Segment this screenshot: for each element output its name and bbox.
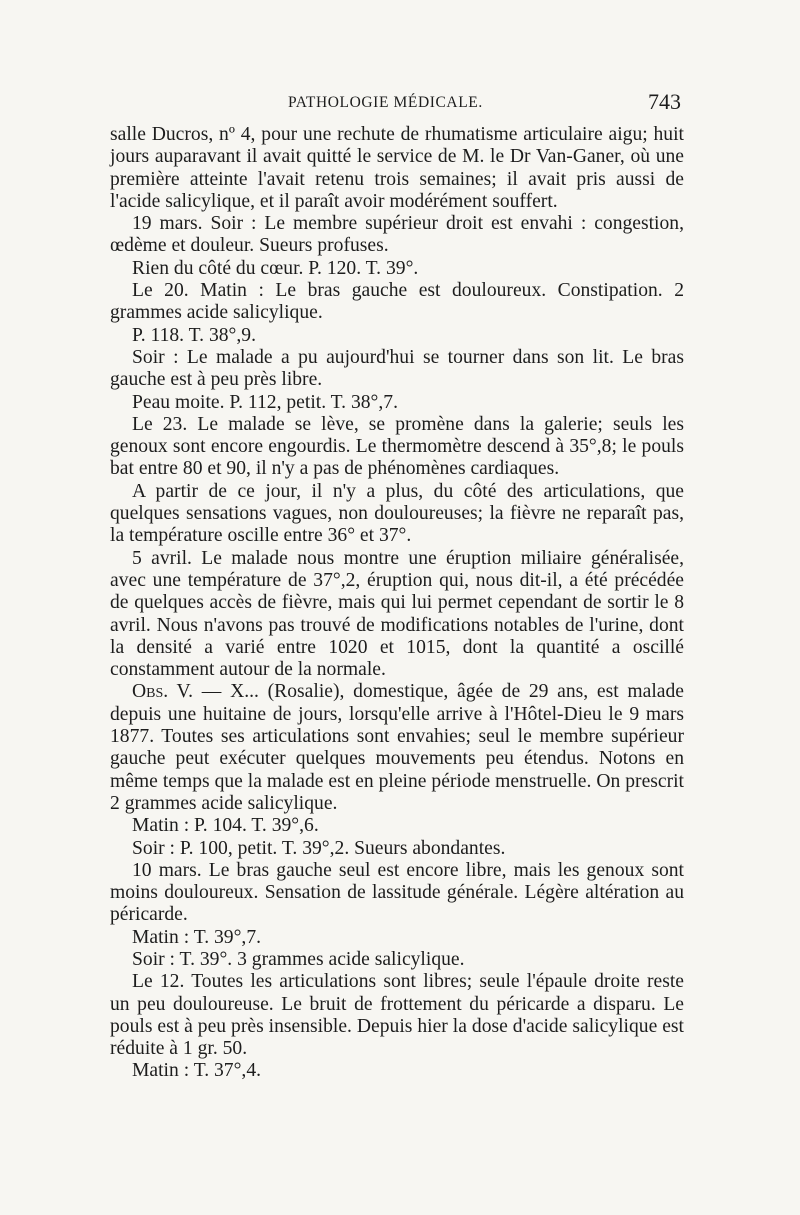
paragraph: Rien du côté du cœur. P. 120. T. 39°. xyxy=(132,257,419,279)
page-header xyxy=(0,89,800,122)
paragraph: Le 20. Matin : Le bras gauche est douloureux. Constipation. 2 grammes acide salicylique. xyxy=(110,280,684,324)
paragraph: P. 118. T. 38°,9. xyxy=(132,324,256,346)
paragraph: Le 12. Toutes les articulations sont libres; seule l'épaule droite reste un peu douloureuse. Le bruit de frottement du péricarde a disparu. Le pouls est à peu près insensible. Depuis hier la dose d'acide salicylique est réduite à 1 gr. 50. xyxy=(110,971,684,1060)
paragraph: Soir : T. 39°. 3 grammes acide salicylique. xyxy=(132,948,465,970)
paragraph: salle Ducros, nº 4, pour une rechute de rhumatisme articulaire aigu; huit jours auparavant il avait quitté le service de M. le Dr Van-Ganer, où une première atteinte l'avait retenu trois semaines; il avait pris aussi de l'acide salicylique, et il paraît avoir modérément souffert. xyxy=(110,124,684,212)
observation-text: — X... (Rosalie), domestique, âgée de 29 ans, est malade depuis une huitaine de jours, lorsqu'elle arrive à l'Hôtel-Dieu le 9 mars 1877. Toutes ses articulations sont envahies; seul le membre supérieur gauche peut exécuter quelques mouvements peu étendus. Notons en même temps que la malade est en pleine période menstruelle. On prescrit 2 grammes acide salicylique. xyxy=(110,681,684,814)
page-body xyxy=(110,124,684,1083)
paragraph: Le 23. Le malade se lève, se promène dans la galerie; seuls les genoux sont encore engourdis. Le thermomètre descend à 35°,8; le pouls bat entre 80 et 90, il n'y a pas de phénomènes cardiaques. xyxy=(110,413,684,480)
paragraph: Matin : T. 39°,7. xyxy=(132,926,262,948)
paragraph: 19 mars. Soir : Le membre supérieur droit est envahi : congestion, œdème et douleur. Sueurs profuses. xyxy=(110,213,684,257)
paragraph: 10 mars. Le bras gauche seul est encore libre, mais les genoux sont moins douloureux. Sensation de lassitude générale. Légère altération au péricarde. xyxy=(110,859,684,926)
paragraph: Matin : P. 104. T. 39°,6. xyxy=(132,815,319,837)
observation-paragraph xyxy=(110,681,684,815)
observation-label: Obs. V. xyxy=(132,681,194,703)
paragraph: Soir : P. 100, petit. T. 39°,2. Sueurs abondantes. xyxy=(132,837,506,859)
paragraph: Soir : Le malade a pu aujourd'hui se tourner dans son lit. Le bras gauche est à peu près libre. xyxy=(110,346,684,391)
page-number: 743 xyxy=(648,89,681,114)
paragraph: Matin : T. 37°,4. xyxy=(132,1060,262,1082)
running-title: PATHOLOGIE MÉDICALE. xyxy=(288,94,483,111)
paragraph: 5 avril. Le malade nous montre une éruption miliaire généralisée, avec une température de 37°,2, éruption qui, nous dit-il, a été précédée de quelques accès de fièvre, mais qui lui permet cependant de sortir le 8 avril. Nous n'avons pas trouvé de modifications notables de l'urine, dont la densité a varié entre 1020 et 1015, dont la quantité a oscillé constamment autour de la normale. xyxy=(110,547,684,681)
paragraph: Peau moite. P. 112, petit. T. 38°,7. xyxy=(132,391,398,413)
paragraph: A partir de ce jour, il n'y a plus, du côté des articulations, que quelques sensations vagues, non douloureuses; la fièvre ne reparaît pas, la température oscille entre 36° et 37°. xyxy=(110,480,684,547)
